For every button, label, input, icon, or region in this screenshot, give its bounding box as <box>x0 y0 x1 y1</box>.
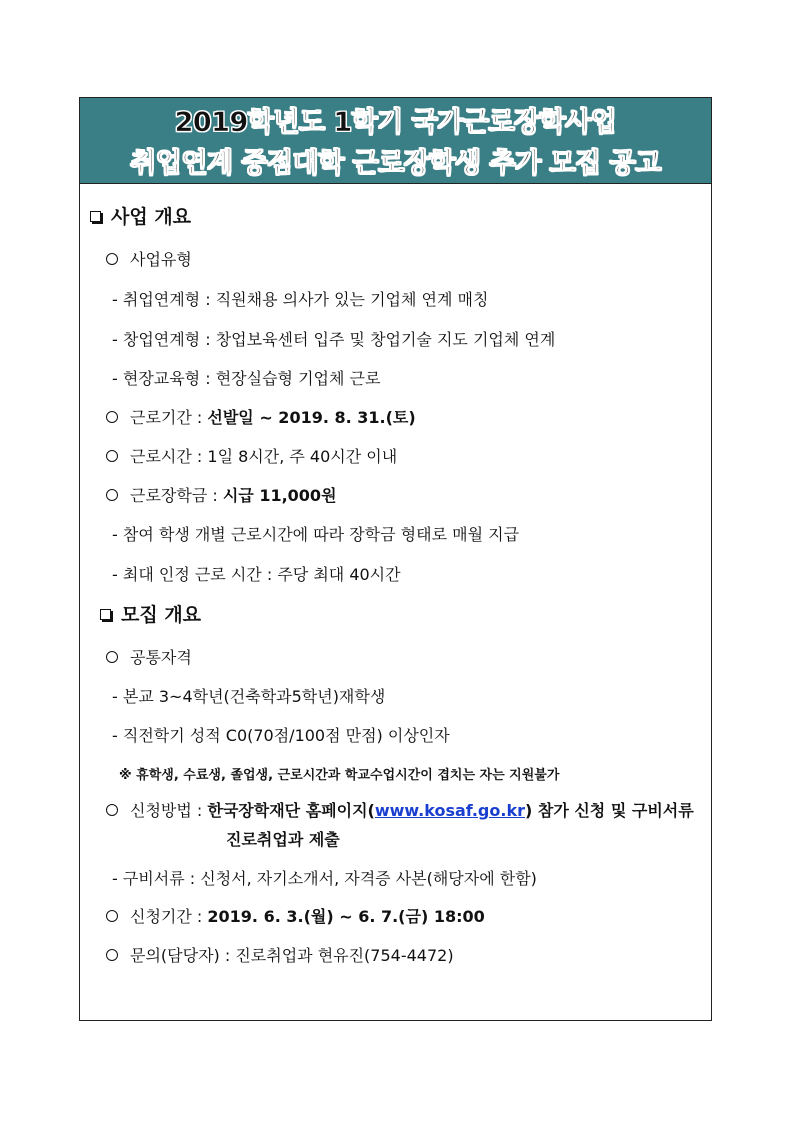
exclusion-note: ※ 휴학생, 수료생, 졸업생, 근로시간과 학교수업시간이 겹치는 자는 지원불가 <box>119 768 560 783</box>
circle-bullet-icon <box>106 651 118 663</box>
notice-header <box>80 98 711 184</box>
section-title: 모집 개요 <box>121 604 202 626</box>
section-recruit-overview <box>100 604 201 626</box>
work-period-item <box>106 408 416 428</box>
kosaf-link[interactable]: www.kosaf.go.kr <box>374 801 525 820</box>
contact-item <box>106 946 454 966</box>
apply-method-value: 한국장학재단 홈페이지( <box>207 801 375 820</box>
checkbox-square-icon <box>100 609 111 620</box>
work-hours-text: 근로시간 : 1일 8시간, 주 40시간 이내 <box>130 447 398 466</box>
circle-bullet-icon <box>106 910 118 922</box>
checkbox-square-icon <box>90 211 101 222</box>
item-label: 신청방법 : <box>130 801 208 820</box>
qualification-item <box>106 648 192 668</box>
item-label: 사업유형 <box>130 250 192 269</box>
circle-bullet-icon <box>106 253 118 265</box>
circle-bullet-icon <box>106 949 118 961</box>
work-period-value: 선발일 ~ 2019. 8. 31.(토) <box>207 408 416 427</box>
header-title-line2: 취업연계 중점대학 근로장학생 추가 모집 공고 <box>130 148 661 179</box>
required-docs-row: - 구비서류 : 신청서, 자기소개서, 자격증 사본(해당자에 한함) <box>112 869 537 888</box>
circle-bullet-icon <box>106 411 118 423</box>
business-type-row: - 창업연계형 : 창업보육센터 입주 및 창업기술 지도 기업체 연계 <box>112 330 556 349</box>
apply-method-value: ) 참가 신청 및 구비서류 <box>524 801 694 820</box>
apply-method-item <box>106 801 694 821</box>
section-title: 사업 개요 <box>111 206 192 228</box>
item-label: 근로장학금 : <box>130 486 223 505</box>
circle-bullet-icon <box>106 804 118 816</box>
apply-period-value: 2019. 6. 3.(월) ~ 6. 7.(금) 18:00 <box>207 907 485 926</box>
item-label: 근로기간 : <box>130 408 208 427</box>
section-business-overview <box>90 206 191 228</box>
business-type-row: - 현장교육형 : 현장실습형 기업체 근로 <box>112 369 381 388</box>
qualification-row: - 본교 3~4학년(건축학과5학년)재학생 <box>112 687 386 706</box>
circle-bullet-icon <box>106 489 118 501</box>
header-title-line1: 2019학년도 1학기 국가근로장학사업 <box>174 107 617 138</box>
business-type-item <box>106 250 192 270</box>
item-label: 신청기간 : <box>130 907 208 926</box>
work-hours-item <box>106 447 397 467</box>
apply-method-line2: 진로취업과 제출 <box>226 830 340 849</box>
wage-value: 시급 11,000원 <box>222 486 337 505</box>
circle-bullet-icon <box>106 450 118 462</box>
wage-item <box>106 486 337 506</box>
apply-period-item <box>106 907 485 927</box>
wage-note-row: - 최대 인정 근로 시간 : 주당 최대 40시간 <box>112 565 401 584</box>
business-type-row: - 취업연계형 : 직원채용 의사가 있는 기업체 연계 매칭 <box>112 290 489 309</box>
qualification-row: - 직전학기 성적 C0(70점/100점 만점) 이상인자 <box>112 726 450 745</box>
wage-note-row: - 참여 학생 개별 근로시간에 따라 장학금 형태로 매월 지급 <box>112 525 520 544</box>
contact-text: 문의(담당자) : 진로취업과 현유진(754-4472) <box>130 946 454 965</box>
item-label: 공통자격 <box>130 648 192 667</box>
